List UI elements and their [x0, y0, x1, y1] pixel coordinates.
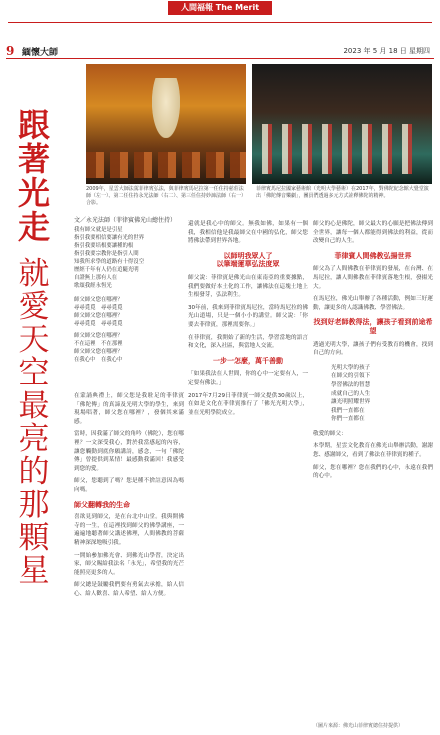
paragraph: 「如果我法在人世間，你的心中一定要有人，一定要有佛法。」: [188, 371, 308, 386]
masthead: 人間福報 The Merit: [168, 1, 272, 15]
poem-stanza: [331, 364, 433, 424]
page-bar: [0, 44, 440, 58]
poem-line: 不在這裡 不在那裡: [74, 341, 123, 347]
subheading: 一步一怎麼，萬千善動: [213, 356, 283, 365]
paragraph: 在馬尼拉，佛光山舉辦了各種活動，例如三好運動，讓更多的人認識佛教、學習佛法。: [313, 296, 433, 311]
paragraph: 師父為了人間佛教在菲律賓的發展，在台灣、在馬尼拉，讓人間佛教在菲律賓落地生根，發揚光大。: [313, 266, 433, 290]
article-column-3: [313, 220, 433, 485]
photo-credit: （圖片來源：佛光山菲律賓總住持提供）: [313, 723, 404, 729]
poem-line: 我有師父就是是引星: [74, 227, 123, 233]
paragraph: 當時，因我滿了師父的角吟（佛陀），您在哪裡？一文深受我心，對於我當感起的內容，讓您觸動到底你願講詩，感念，一句「佛陀傳」曾提供到某情！最感動我滿回！我感受到您的愛。: [74, 431, 184, 472]
poem-line: 歷經千年有人仍在追隨光明: [74, 267, 139, 273]
photo-caption-left: 2009年，星雲大師法駕菲律賓弘法，與菲律賓馬尼拉第一任住持慈莊法師（左一）、第二任住持永光法師（右二）、第三任住持妙諦法師（右一）合影。: [86, 186, 247, 206]
poem-stanza-1: [74, 226, 144, 290]
page-rule: [6, 58, 434, 59]
poem-line: 指引我要培根要讓種的根: [74, 243, 134, 249]
paragraph: 師父，您在哪裡？您在我們的心中，永遠在我們的心中。: [313, 464, 433, 480]
section-name: 緬懷大師: [22, 48, 59, 58]
photo-stage-performance: [252, 64, 432, 184]
poem-line: 我們一直都在: [331, 407, 365, 414]
poem-stanza-3: [74, 332, 123, 364]
poem-line: 知我所求學的道路有十得沒空: [74, 259, 145, 265]
paragraph: 2017年7月29日菲律賓一師父提供30歲以上，在如是文化在菲律賓推行了「佛光光明大學」，並在光明學院成立。: [188, 392, 308, 416]
poem-line: 你們一直都在: [331, 416, 365, 423]
poem-line: 歌頌我經永恆光: [74, 283, 112, 289]
poem-line: 在師父的引領下: [331, 373, 371, 380]
poem-line: 學習佛法的智慧: [331, 381, 371, 388]
paragraph: 師父的心是佛陀，師父最大的心願是把佛法傳到全世界，讓每一個人都能得到佛法的利益，從而改變自己的人生。: [313, 221, 433, 245]
poem-line: 讓光明照耀世界: [331, 399, 371, 406]
poem-line: 師父師父您在哪裡？: [74, 349, 123, 355]
author-byline: 文／永光法師（菲律賓佛光山總住持）: [74, 217, 177, 224]
poem-line: 光明大學的孩子: [331, 364, 371, 371]
subheading: 師父翻轉我的生命: [74, 500, 130, 509]
poem-line: 尋尋覓覓 尋尋覓覓: [74, 305, 123, 311]
buddha-statue: [152, 78, 180, 138]
poem-line: 在我心中 在我心中: [74, 357, 123, 363]
paragraph: 一開始參加佛光會、到佛光山學習，決定出家，師父賜給我法名「永光」，希望我的光芒能照亮更多的人。: [74, 552, 184, 576]
paragraph: 還就是我心中的師父。無我如佛，如果有一個我，我相信他是我最師父在中國的弘化，師父您將佛法帶到世界各地。: [188, 221, 308, 245]
poem-line: 成就自己的人生: [331, 390, 371, 397]
dancers-group: [262, 124, 422, 174]
paragraph: 在菲律賓，我開始了新的生活，學習當地的語言和文化，深入社區，與當地人交流。: [188, 334, 308, 350]
subheading: 找到好老師教得法，讓孩子看到前途希望: [313, 318, 433, 335]
paragraph: 喜欲見到師父，是在台北中山堂。我與開佛寺的一生，在這裡找到師父的佛學講座，一遍遍地聽著師父講述佛理，人間佛教的菩薩精神深深地吸引我。: [74, 514, 184, 546]
subheading: 以師明我眾人了: [223, 251, 273, 260]
article-column-1: [74, 392, 184, 602]
paragraph: 師父總是鼓勵我們要有勇氣去承擔，給人信心、給人歡喜、給人希望、給人方便。: [74, 582, 184, 597]
monks-group: [86, 152, 246, 178]
headline-secondary: 就愛天空最亮的那顆星: [18, 256, 50, 589]
paragraph: 師父說：菲律賓是佛光山在東南亞的重要據點，我們要做好本土化的工作，讓佛法在這塊土地上生根發芽，弘法利生。: [188, 274, 308, 299]
poem-line: 指引我要相信要讓有光的世界: [74, 235, 145, 241]
photo-temple-ceremony: [86, 64, 246, 184]
paragraph: 敬愛的師父：: [313, 430, 347, 437]
subheading: 以筆端蓮華弘法度眾: [216, 260, 280, 269]
poem-line: 指引我要宗教你是指引人間: [74, 251, 139, 257]
poem-stanza-2: [74, 296, 123, 328]
page-number: 9: [6, 44, 15, 58]
poem-line: 尋尋覓覓 尋尋覓覓: [74, 321, 123, 327]
poem-line: 自證無上那有人在: [74, 275, 118, 281]
paragraph: 在蒙誦典禮上，師父您是我駐足的菲律賓「佛陀傳」的真諦及光明大學的學生，來到現場唱著，師父您在哪裡？，發個其來滿感。: [74, 393, 184, 425]
paragraph: 本學期，星雲文化教育在佛光山舉辦活動，謝謝您、感謝師父，看到了佛法在菲律賓的種子。: [313, 443, 433, 459]
photo-caption-right: 菲律賓馬尼拉國家藝術館（光明大學藝術）在2017年，對佛陀紀念館大覺堂演出「佛陀傳音樂劇」，團員們透過多元方式詮釋佛陀的精神。: [256, 186, 429, 199]
headline-primary: 跟著光走: [17, 106, 50, 246]
paragraph: 30年前，我來到菲律賓馬尼拉，當時馬尼拉的佛光山道場，只是一個小小的講堂。師父說：「你要去菲律賓，那裡需要你。」: [188, 304, 308, 328]
header-rule: [8, 22, 432, 23]
paragraph: 師父，您聽到了嗎？您是種不捨註意因為嗎向嗎。: [74, 478, 184, 493]
newspaper-header: [0, 0, 440, 22]
poem-line: 師父師父您在哪裡？: [74, 313, 123, 319]
article-column-2: [188, 220, 308, 421]
paragraph: 透過光明大學，讓孩子們有受教育的機會，找到自己的方向。: [313, 341, 433, 357]
subheading: 菲律賓人間佛教弘揚世界: [334, 251, 412, 260]
poem-line: 師父師父您在哪裡？: [74, 333, 123, 339]
poem-line: 師父師父您在哪裡？: [74, 297, 123, 303]
issue-date: 2023 年 5 月 18 日 星期四: [343, 47, 430, 55]
